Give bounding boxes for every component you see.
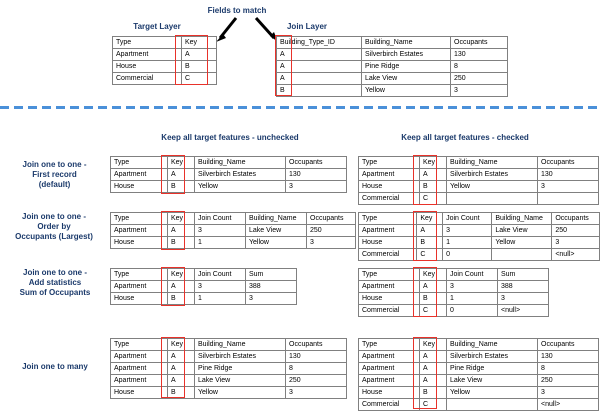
col-building-name: Building_Name [195,339,286,351]
col-key: Key [420,157,447,169]
col-key: Key [168,213,195,225]
table-r2-checked [358,212,600,261]
col-type: Type [111,339,168,351]
heading-unchecked: Keep all target features - unchecked [161,133,299,142]
table-row [113,49,217,61]
join-layer-table [276,36,508,97]
col-key: Key [420,269,447,281]
row-label-first-record: Join one to one - First record (default) [22,160,87,189]
col-building-name: Building_Name [195,157,286,169]
table-r1-checked [358,156,599,205]
table-header-row [359,339,599,351]
table-header-row [111,157,347,169]
table-r4-checked [358,338,599,411]
table-row: Apartment A Silverbirch Estates 130 [111,169,347,181]
table-row: Apartment A 3 388 [111,281,297,293]
table-header-row [111,339,347,351]
cell-type: Commercial [113,73,182,85]
col-type: Type [359,269,420,281]
col-join-count: Join Count [443,213,492,225]
cell-type: House [113,61,182,73]
table-row: House B Yellow 3 [111,387,347,399]
table-row: Apartment A Pine Ridge 8 [111,363,347,375]
table-row: A Pine Ridge 8 [277,61,508,73]
col-building-type-id: Building_Type_ID [277,37,362,49]
col-occupants: Occupants [451,37,508,49]
section-divider [0,106,600,109]
table-header-row [111,213,356,225]
table-row: Apartment A 3 Lake View 250 [359,225,600,237]
col-sum: Sum [246,269,297,281]
table-row: Apartment A Silverbirch Estates 130 [111,351,347,363]
row-label-one-to-many: Join one to many [22,362,88,371]
table-target-layer [112,36,217,85]
table-header-row [359,213,600,225]
table-row: House B Yellow 3 [359,387,599,399]
table-row: Apartment A Pine Ridge 8 [359,363,599,375]
table-row: B Yellow 3 [277,85,508,97]
heading-checked: Keep all target features - checked [401,133,529,142]
col-occupants: Occupants [538,339,599,351]
table-r2-unchecked [110,212,356,249]
col-occupants: Occupants [286,157,347,169]
label-target-layer: Target Layer [133,22,181,31]
col-type: Type [111,269,168,281]
table-row: Apartment A 3 388 [359,281,549,293]
table-row: Apartment A Silverbirch Estates 130 [359,169,599,181]
table-row: Commercial C [359,193,599,205]
table-row: House B 1 Yellow 3 [359,237,600,249]
table-r3-checked [358,268,549,317]
table-header-row [359,269,549,281]
table-row: House B 1 3 [359,293,549,305]
table-r3-unchecked [110,268,297,305]
cell-type: Apartment [113,49,182,61]
table-row [113,61,217,73]
cell-key: B [182,61,217,73]
col-occupants: Occupants [286,339,347,351]
table-row: Commercial C <null> [359,399,599,411]
table-r4-unchecked [110,338,347,399]
col-join-count: Join Count [195,213,246,225]
col-building-name: Building_Name [246,213,307,225]
table-row: Commercial C 0 <null> [359,249,600,261]
col-type: Type [111,213,168,225]
table-row: Apartment A Lake View 250 [111,375,347,387]
table-row: A Lake View 250 [277,73,508,85]
col-type: Type [111,157,168,169]
table-row: A Silverbirch Estates 130 [277,49,508,61]
col-occupants: Occupants [307,213,356,225]
col-occupants: Occupants [552,213,600,225]
table-row: Apartment A 3 Lake View 250 [111,225,356,237]
table-row: House B Yellow 3 [111,181,347,193]
table-row: House B 1 3 [111,293,297,305]
table-r1-unchecked [110,156,347,193]
col-type: Type [113,37,182,49]
col-key: Key [168,269,195,281]
col-type: Type [359,213,417,225]
table-row: House B Yellow 3 [359,181,599,193]
row-label-add-statistics: Join one to one - Add statistics Sum of Occupants [19,268,91,297]
table-row: House B 1 Yellow 3 [111,237,356,249]
col-join-count: Join Count [195,269,246,281]
cell-key: A [182,49,217,61]
col-sum: Sum [498,269,549,281]
label-fields-to-match: Fields to match [207,6,267,15]
col-join-count: Join Count [447,269,498,281]
table-row: Commercial C 0 <null> [359,305,549,317]
col-occupants: Occupants [538,157,599,169]
col-key: Key [420,339,447,351]
table-header-row [111,269,297,281]
cell-key: C [182,73,217,85]
col-building-name: Building_Name [362,37,451,49]
table-header-row [113,37,217,49]
col-key: Key [182,37,217,49]
table-header-row [277,37,508,49]
table-row: Apartment A Lake View 250 [359,375,599,387]
col-building-name: Building_Name [447,339,538,351]
col-key: Key [417,213,443,225]
table-header-row [359,157,599,169]
col-building-name: Building_Name [447,157,538,169]
label-join-layer: Join Layer [286,22,327,31]
col-building-name: Building_Name [492,213,552,225]
target-layer-table [112,36,217,85]
table-row: Apartment A Silverbirch Estates 130 [359,351,599,363]
col-type: Type [359,339,420,351]
col-key: Key [168,339,195,351]
col-type: Type [359,157,420,169]
row-label-order-by: Join one to one - Order by Occupants (Largest) [15,212,93,241]
table-row [113,73,217,85]
col-key: Key [168,157,195,169]
table-join-layer [276,36,508,97]
